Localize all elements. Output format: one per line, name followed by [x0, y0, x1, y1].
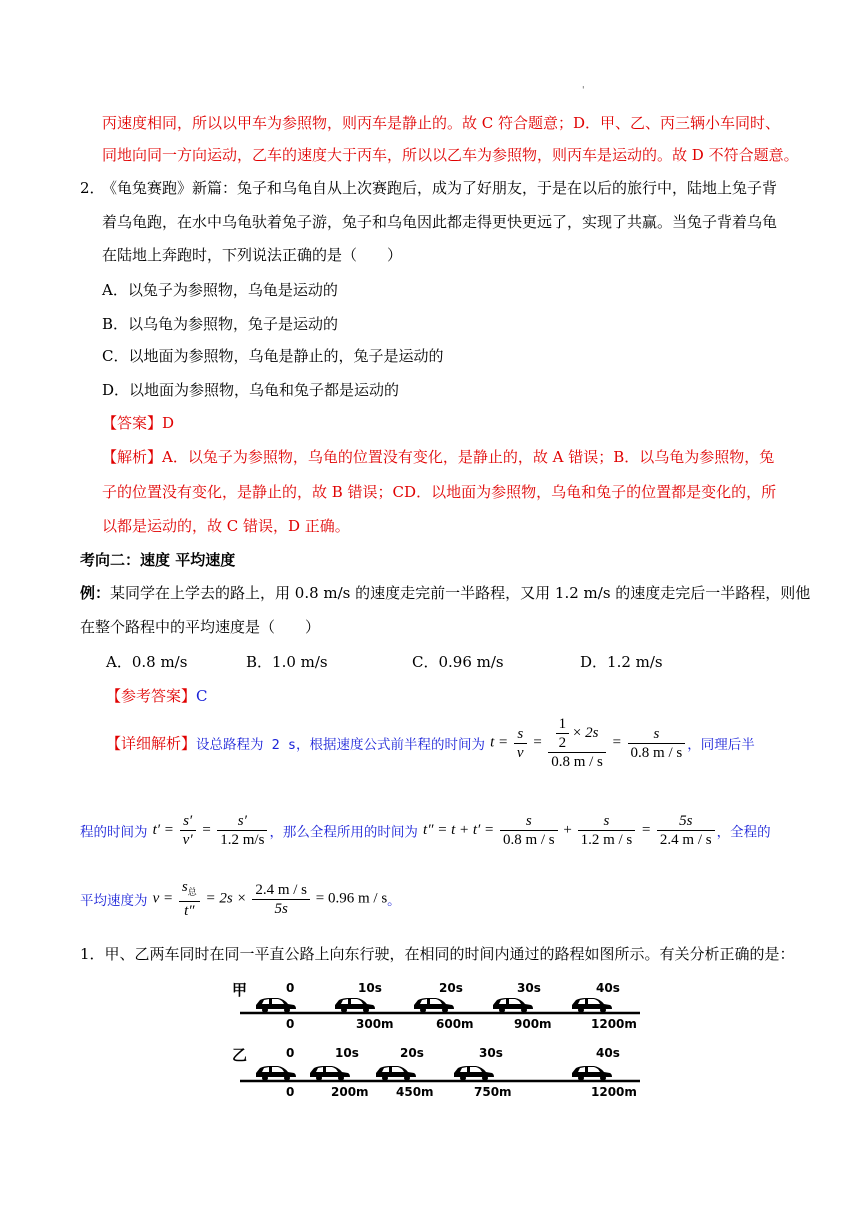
yi-time-10s: 10s	[335, 1046, 359, 1060]
fraction-s-prime-over-speed: $\frac{s'}{1.2 m/s}$	[217, 812, 267, 849]
example-line-1	[80, 583, 810, 603]
yi-distance-0: 0	[286, 1085, 295, 1099]
yi-car-20s	[376, 1066, 416, 1081]
reference-answer-label: 【参考答案】	[106, 687, 197, 705]
detail-text-6: 平均速度为	[80, 893, 148, 909]
q2-analysis-line-1: 【解析】A．以兔子为参照物，乌龟的位置没有变化，是静止的，故 A 错误；B．以乌龟为参照物，兔	[102, 448, 775, 466]
yi-time-20s: 20s	[400, 1046, 424, 1060]
q2-option-b: B．以乌龟为参照物，兔子是运动的	[102, 315, 339, 333]
q2-number: 2．	[80, 179, 105, 197]
cont-line-2: 同地向同一方向运动，乙车的速度大于丙车，所以以乙车为参照物，则丙车是运动的。故 D 不符合题意。	[102, 146, 799, 164]
yi-time-0: 0	[286, 1046, 295, 1060]
yi-time-40s: 40s	[596, 1046, 620, 1060]
yi-car-30s	[454, 1066, 494, 1081]
jia-distance-0: 0	[286, 1017, 295, 1031]
fraction-half-2s: $\frac{1}{2}$ × 2s 0.8 m / s	[548, 715, 606, 771]
average-speed-result: 0.96 m / s	[327, 890, 388, 907]
jia-car-40s	[572, 998, 612, 1013]
yi-time-30s: 30s	[479, 1046, 503, 1060]
second-half-time-formula: t′ = $\frac{s'}{v'}$ = $\frac{s'}{1.2 m/s}$	[153, 812, 270, 849]
detail-text-5: ，全程的	[716, 824, 771, 841]
example-line-2: 在整个路程中的平均速度是（ ）	[80, 618, 321, 636]
detail-line-3	[80, 878, 401, 920]
fraction-s-prime-over-v-prime: $\frac{s'}{v'}$	[180, 812, 196, 849]
yi-car-10s	[310, 1066, 350, 1081]
detail-text-3: 程的时间为	[80, 824, 148, 841]
q2-text-line-1: 《龟兔赛跑》新篇：兔子和乌龟自从上次赛跑后，成为了好朋友，于是在以后的旅行中，陆地上兔子背	[102, 179, 778, 197]
example-option-a: A．0.8 m/s	[106, 653, 188, 671]
yi-distance-750m: 750m	[474, 1085, 512, 1099]
jia-time-40s: 40s	[596, 981, 620, 995]
example-option-d: D．1.2 m/s	[580, 653, 663, 671]
reference-answer-value: C	[196, 687, 208, 705]
fraction-total-3: $\frac{5s}{2.4 m / s}$	[657, 812, 715, 849]
detail-line-1	[106, 715, 755, 771]
yi-label: 乙	[232, 1046, 248, 1064]
q2-text-line-3: 在陆地上奔跑时，下列说法正确的是（ ）	[102, 246, 403, 264]
fraction-one-half: $\frac{1}{2}$	[556, 715, 570, 752]
fraction-total-2: $\frac{s}{1.2 m / s}$	[578, 812, 636, 849]
yi-distance-450m: 450m	[396, 1085, 434, 1099]
fraction-s-over-v: $\frac{s}{v}$	[514, 725, 527, 762]
example-text-1: 某同学在上学去的路上，用 0.8 m/s 的速度走完前一半路程，又用 1.2 m/s 的速度走完后一半路程，则他	[110, 584, 811, 602]
yi-car-40s	[572, 1066, 612, 1081]
fraction-s-over-speed: $\frac{s}{0.8 m / s}$	[628, 725, 686, 762]
example-label: 例：	[80, 584, 111, 602]
q2-option-c: C．以地面为参照物，乌龟是静止的，兔子是运动的	[102, 347, 444, 365]
jia-time-10s: 10s	[358, 981, 382, 995]
yi-distance-1200m: 1200m	[591, 1085, 637, 1099]
jia-car-30s	[493, 998, 533, 1013]
fraction-speed-over-5s: $\frac{2.4 m / s}{5s}$	[252, 881, 310, 918]
reference-answer	[106, 686, 208, 706]
detail-text-1: 设总路程为 2 s，根据速度公式前半程的时间为	[196, 737, 486, 753]
yi-car-0s	[256, 1066, 296, 1081]
page-mark: '	[582, 86, 585, 96]
jia-time-0: 0	[286, 981, 295, 995]
q2-option-d: D．以地面为参照物，乌龟和兔子都是运动的	[102, 381, 400, 399]
detail-text-4: ，那么全程所用的时间为	[269, 824, 418, 841]
jia-time-30s: 30s	[517, 981, 541, 995]
fraction-s-total-over-t: $\frac{s_总}{t''}$	[179, 878, 200, 920]
detail-text-7: 。	[387, 893, 401, 909]
jia-distance-1200m: 1200m	[591, 1017, 637, 1031]
jia-car-10s	[335, 998, 375, 1013]
jia-distance-900m: 900m	[514, 1017, 552, 1031]
jia-distance-300m: 300m	[356, 1017, 394, 1031]
section-title: 考向二：速度 平均速度	[80, 551, 236, 569]
q2-answer: 【答案】D	[102, 414, 175, 432]
cont-line-1: 丙速度相同，所以以甲车为参照物，则丙车是静止的。故 C 符合题意；D．甲、乙、丙三辆小车同时、	[102, 114, 781, 132]
average-speed-formula: v = $\frac{s_总}{t''}$ = 2s × $\frac{2.4 m / s}{5s}$ = 0.96 m / s	[152, 879, 388, 919]
jia-label: 甲	[232, 981, 248, 999]
example-option-c: C．0.96 m/s	[412, 653, 504, 671]
jia-distance-600m: 600m	[436, 1017, 474, 1031]
q2-analysis-line-2: 子的位置没有变化，是静止的，故 B 错误；CD．以地面为参照物，乌龟和兔子的位置都是变化的，所	[102, 483, 777, 501]
example-option-b: B．1.0 m/s	[246, 653, 328, 671]
total-time-formula: t″ = t + t′ = $\frac{s}{0.8 m / s}$ + $\frac{s}{1.2 m / s}$ = $\frac{5s}{2.4 m / s}$	[423, 812, 717, 849]
jia-car-20s	[414, 998, 454, 1013]
detail-label: 【详细解析】	[106, 734, 197, 753]
jia-car-0s	[256, 998, 296, 1013]
detail-text-2: ，同理后半	[687, 737, 755, 753]
detail-line-2	[80, 812, 771, 849]
jia-time-20s: 20s	[439, 981, 463, 995]
first-half-time-formula: t = $\frac{s}{v}$ = $\frac{1}{2}$ × 2s 0.8 m / s = $\frac{s}{0.8 m / s}$	[490, 715, 687, 771]
fraction-total-1: $\frac{s}{0.8 m / s}$	[500, 812, 558, 849]
q1-text: 1．甲、乙两车同时在同一平直公路上向东行驶，在相同的时间内通过的路程如图所示。有关分析正确的是：	[80, 945, 795, 963]
yi-distance-200m: 200m	[331, 1085, 369, 1099]
q2-option-a: A．以兔子为参照物，乌龟是运动的	[102, 281, 338, 299]
distance-time-diagram	[230, 975, 650, 1105]
q2-analysis-line-3: 以都是运动的，故 C 错误，D 正确。	[102, 517, 350, 535]
q2-text-line-2: 着乌龟跑，在水中乌龟驮着兔子游，兔子和乌龟因此都走得更快更远了，实现了共赢。当兔子背着乌龟	[102, 213, 778, 231]
